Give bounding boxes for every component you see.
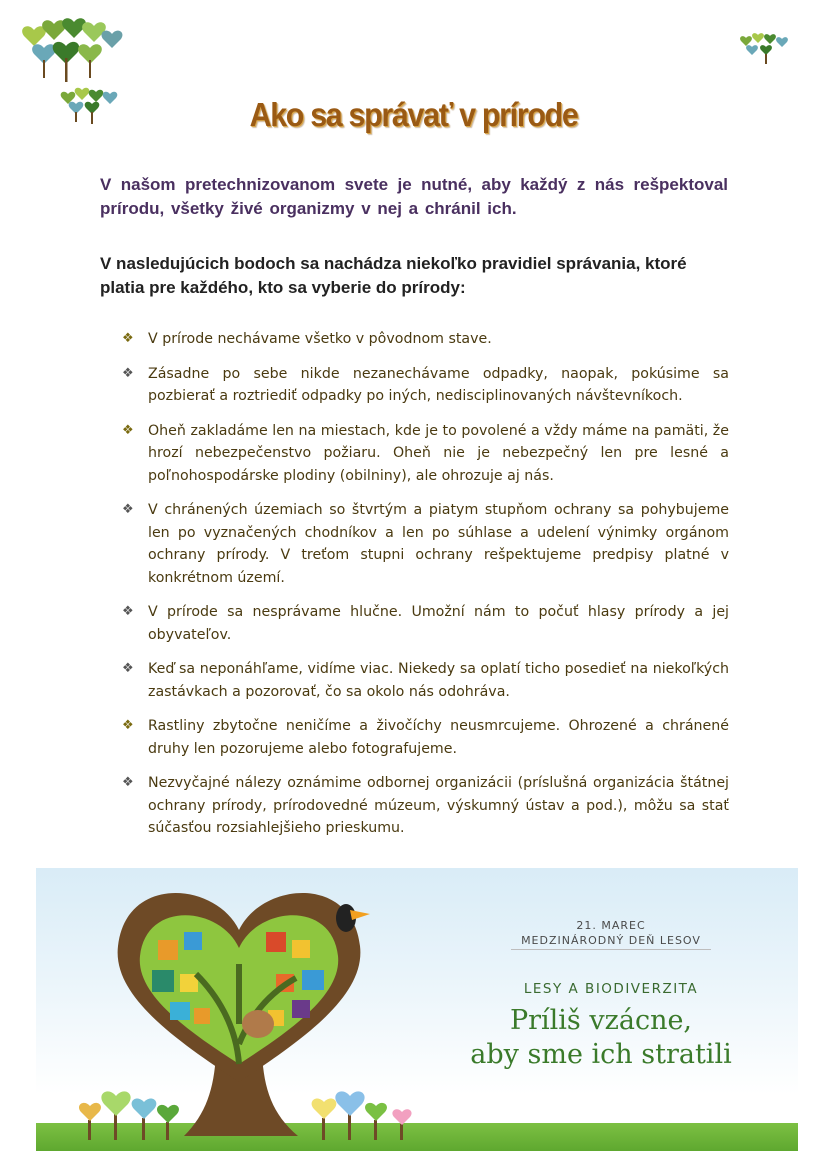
rule-item [122, 715, 729, 760]
bullet-icon: ❖ [122, 661, 134, 676]
rule-item [122, 658, 729, 703]
heart-tree-illustration-icon [66, 874, 426, 1151]
intro-paragraph: V našom pretechnizovanom svete je nutné, aby každý z nás rešpektoval prírodu, všetky živé organizmy v nej a chránil ich. [100, 175, 728, 218]
rule-text: V prírode nechávame všetko v pôvodnom stave. [148, 331, 492, 347]
rule-text: V prírode sa nesprávame hlučne. Umožní nám to počuť hlasy prírody a jej obyvateľov. [148, 604, 729, 643]
bullet-icon: ❖ [122, 718, 134, 733]
rules-list [122, 328, 729, 852]
rule-text: Keď sa neponáhľame, vidíme viac. Niekedy sa oplatí ticho posedieť na niekoľkých zastávkach a pozorovať, čo sa okolo nás odohráva. [148, 661, 729, 700]
heart-trees-icon [20, 14, 126, 84]
banner-divider [511, 949, 711, 950]
bullet-icon: ❖ [122, 331, 134, 346]
rule-text: Nezvyčajné nálezy oznámime odbornej organizácii (príslušná organizácia štátnej ochrany prírody, prírodovedné múzeum, výskumný ústav a pod.), môžu sa stať súčasťou rozsiahlejšieho prieskumu. [148, 775, 729, 836]
rule-text: Rastliny zbytočne neničíme a živočíchy neusmrcujeme. Ohrozené a chránené druhy len pozorujeme alebo fotografujeme. [148, 718, 729, 757]
event-name: MEDZINÁRODNÝ DEŇ LESOV [521, 934, 701, 947]
event-slogan [436, 1004, 766, 1072]
slogan-line-2: aby sme ich stratili [470, 1039, 732, 1070]
event-theme: LESY A BIODIVERZITA [523, 981, 699, 997]
heart-trees-icon [738, 30, 790, 64]
bullet-icon: ❖ [122, 422, 134, 438]
rule-item [122, 328, 729, 351]
page-title: Ako sa správať v prírode [249, 96, 578, 133]
bullet-icon: ❖ [122, 775, 134, 790]
rule-item [122, 499, 729, 589]
forest-day-banner [36, 868, 798, 1151]
bullet-icon: ❖ [122, 502, 134, 517]
rule-text: V chránených územiach so štvrtým a piatym stupňom ochrany sa pohybujeme len po vyznačených chodníkov a len po súhlase a udelení výnimky orgánom ochrany prírody. V treťom stupni ochrany rešpektujeme predpisy platné v konkrétnom území. [148, 502, 729, 586]
bullet-icon: ❖ [122, 604, 134, 619]
rule-item [122, 772, 729, 840]
rule-text: Oheň zakladáme len na miestach, kde je to povolené a vždy máme na pamäti, že hrozí nebezpečenstvo požiaru. Oheň nie je nebezpečný len pre lesné a poľnohospodárske plodiny (obilniny), ale ohrozuje aj nás. [148, 422, 729, 484]
rule-item [122, 363, 729, 408]
intro-rules-lead: V nasledujúcich bodoch sa nachádza niekoľko pravidiel správania, ktoré platia pre každého, kto sa vyberie do prírody: [100, 254, 687, 297]
event-date-day: 21. MAREC [576, 919, 646, 932]
slogan-line-1: Príliš vzácne, [509, 1005, 693, 1036]
event-date [506, 918, 716, 948]
rule-text: Zásadne po sebe nikde nezanechávame odpadky, naopak, pokúsime sa pozbierať a roztriediť odpadky po iných, nedisciplinovaných návštevníkoch. [148, 365, 729, 404]
bullet-icon: ❖ [122, 365, 134, 381]
rule-item [122, 601, 729, 646]
rule-item [122, 420, 729, 488]
